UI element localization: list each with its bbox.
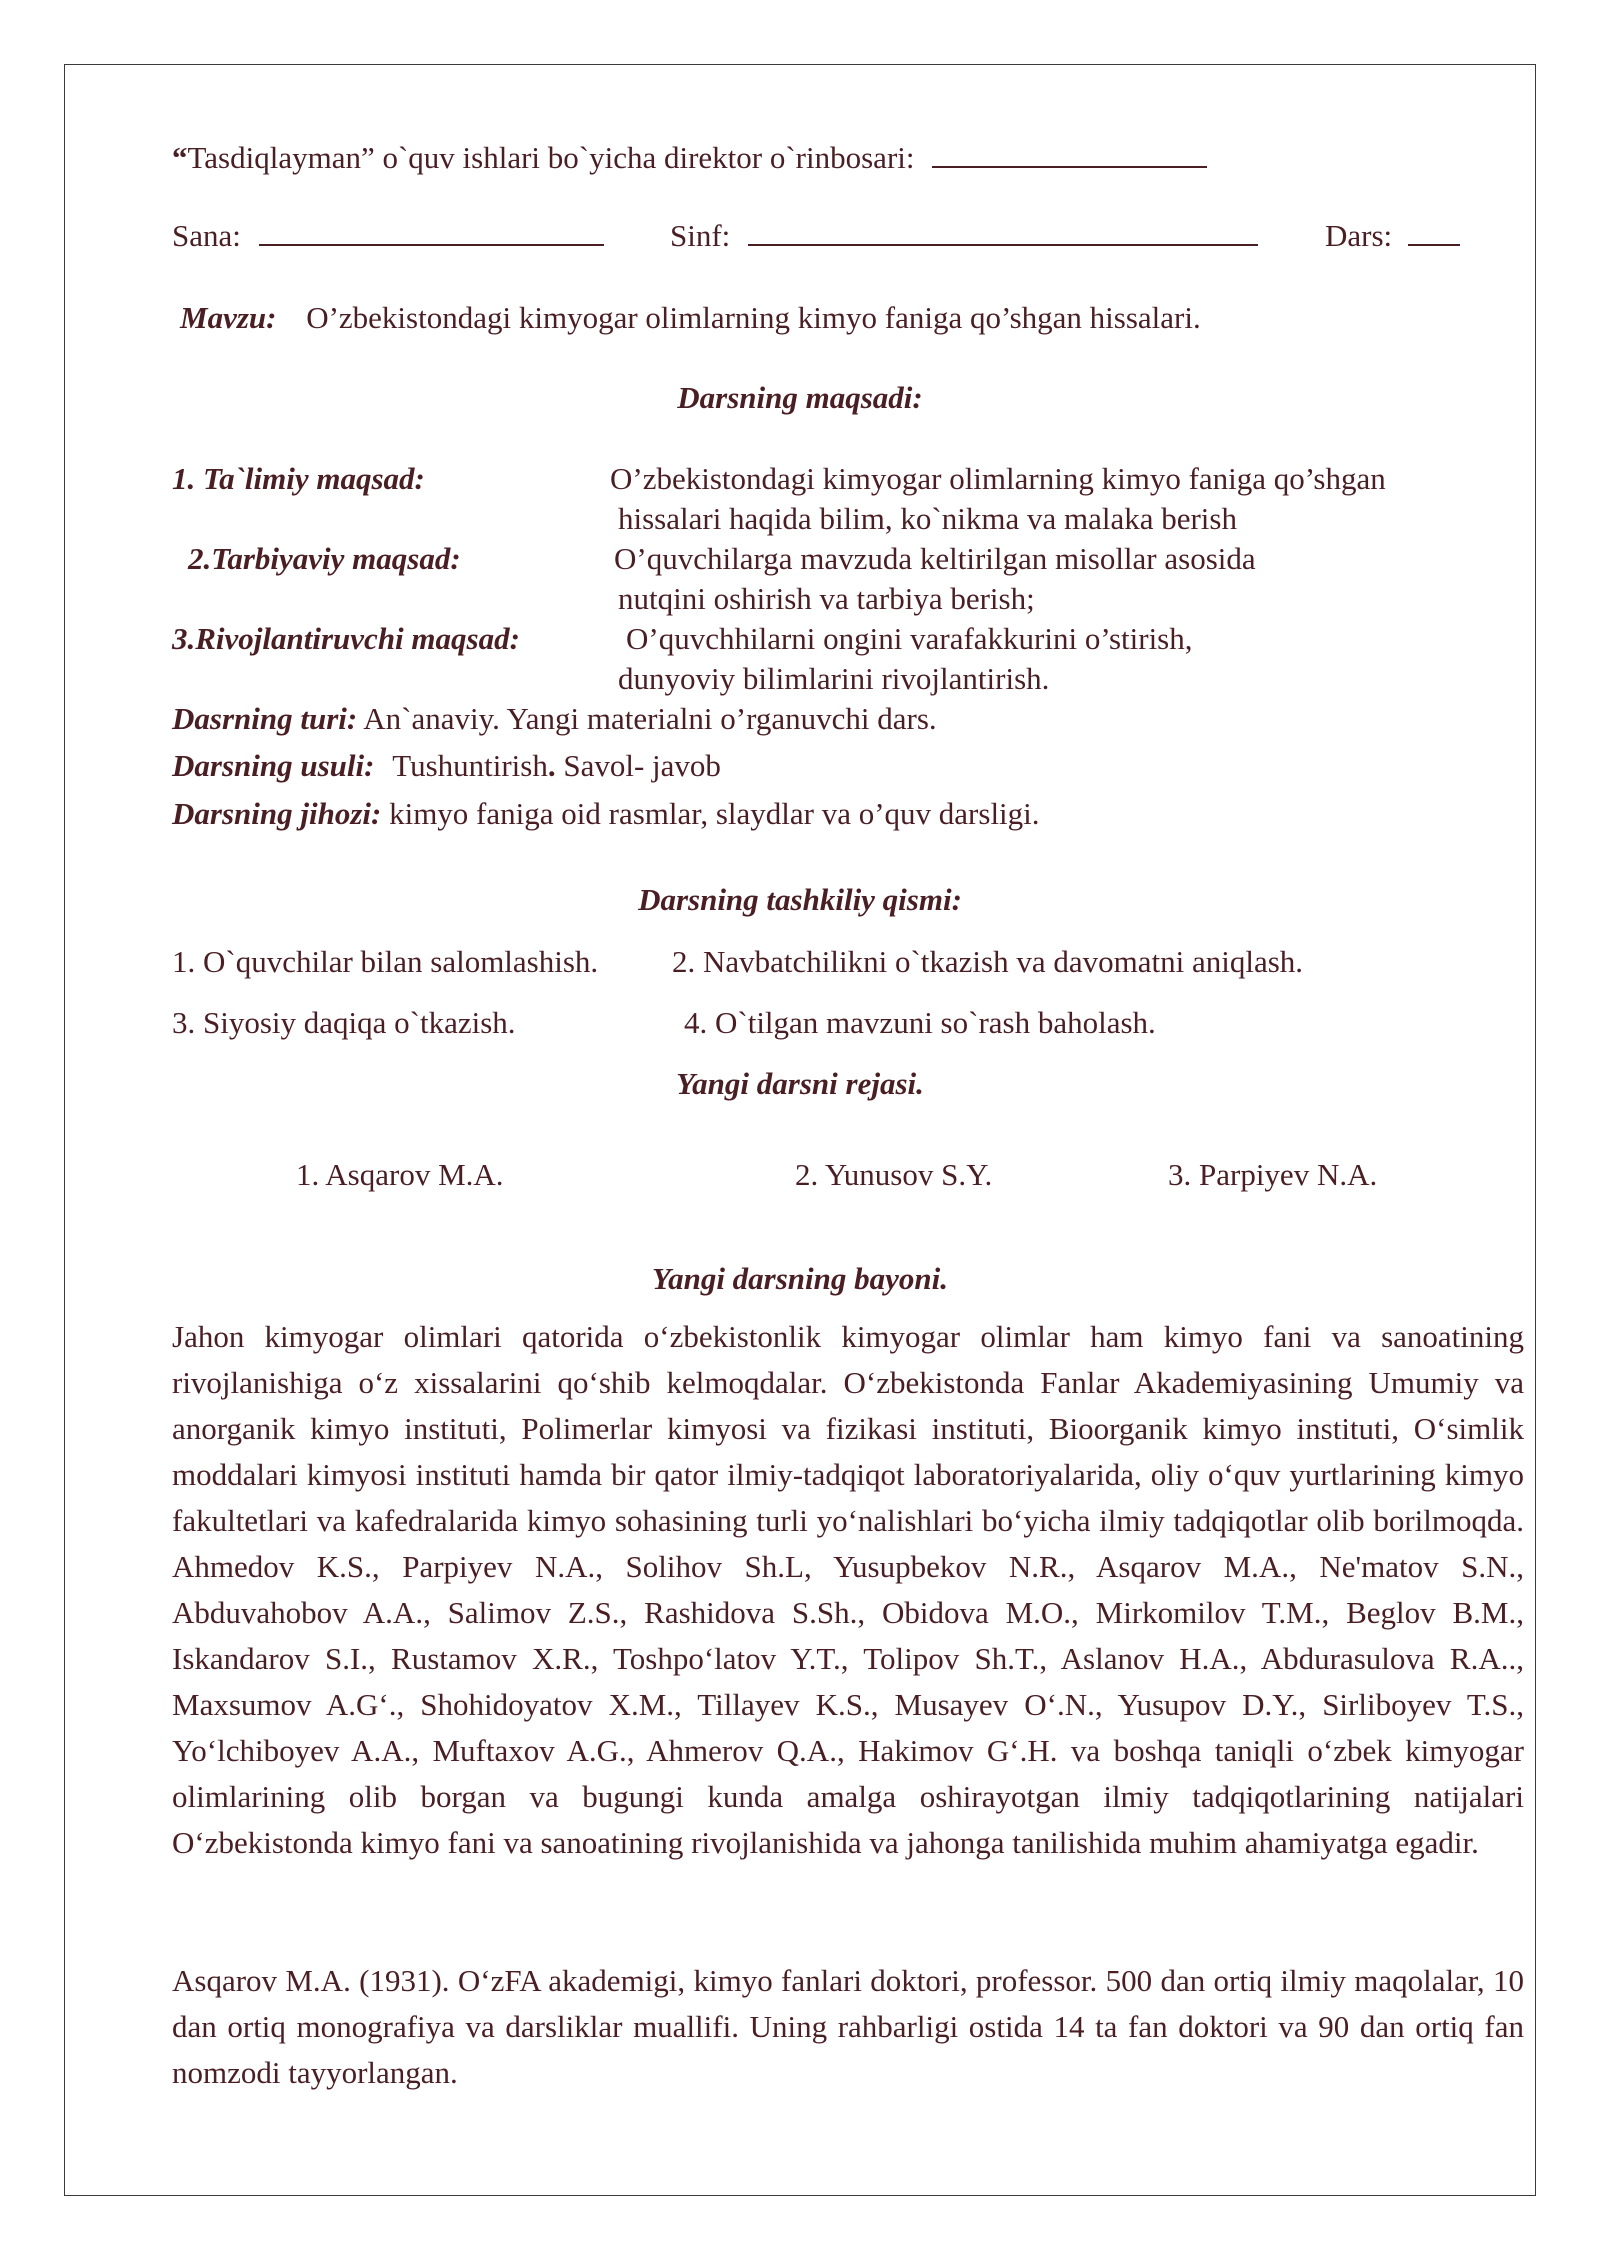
date-field [172,216,604,256]
approval-line [172,138,1207,178]
lesson-label: Dars: [1325,218,1393,253]
lesson-method-line [172,746,721,786]
class-label: Sinf: [670,218,731,253]
organizational-item-4: 4. O`tilgan mavzuni so`rash baholash. [684,1005,1156,1040]
narration-heading: Yangi darsning bayoni. [651,1261,949,1296]
class-field [670,216,1258,256]
organizational-item-2: 2. Navbatchilikni o`tkazish va davomatni aniqlash. [672,944,1304,979]
approval-text: Tasdiqlayman” o`quv ishlari bo`yicha direktor o`rinbosari: [187,140,915,175]
class-blank[interactable] [748,216,1258,246]
topic-label: Mavzu: [180,300,277,335]
plan-heading: Yangi darsni rejasi. [676,1066,924,1101]
lesson-type-label: Dasrning turi: [172,701,358,736]
narration-paragraph-2: Asqarov M.A. (1931). O‘zFA akademigi, kimyo fanlari doktori, professor. 500 dan ortiq ilmiy maqolalar, 10 dan ortiq monografiya va darsliklar muallifi. Uning rahbarligi ostida 14 ta fan doktori va 90 dan ortiq fan nomzodi tayyorlangan. [172,1963,1524,2090]
education-goal-line2: hissalari haqida bilim, ko`nikma va malaka berish [618,501,1237,536]
plan-item-2: 2. Yunusov S.Y. [795,1157,993,1192]
organizational-item-3: 3. Siyosiy daqiqa o`tkazish. [172,1005,516,1040]
developing-goal-line1: O’quvchhilarni ongini varafakkurini o’stirish, [626,621,1193,656]
plan-item-3: 3. Parpiyev N.A. [1168,1157,1378,1192]
goals-heading: Darsning maqsadi: [677,380,923,415]
approval-signature-blank[interactable] [932,138,1207,168]
lesson-field [1325,216,1460,256]
upbringing-goal-label: 2.Tarbiyaviy maqsad: [188,541,461,576]
lesson-type-value: An`anaviy. Yangi materialni o’rganuvchi dars. [363,701,937,736]
lesson-equipment-line [172,794,1040,834]
lesson-type-line [172,699,937,739]
organizational-item-1: 1. O`quvchilar bilan salomlashish. [172,944,599,979]
developing-goal-line2: dunyoviy bilimlarini rivojlantirish. [618,661,1050,696]
topic-text: O’zbekistondagi kimyogar olimlarning kimyo faniga qo’shgan hissalari. [306,300,1201,335]
narration-paragraph-1: Jahon kimyogar olimlari qatorida o‘zbekistonlik kimyogar olimlar ham kimyo fani va sanoatining rivojlanishiga o‘z xissalarini qo‘shib kelmoqdalar. O‘zbekistonda Fanlar Akademiyasining Umumiy va anorganik kimyo instituti, Polimerlar kimyosi va fizikasi instituti, Bioorganik kimyo instituti, O‘simlik moddalari kimyosi instituti hamda bir qator ilmiy-tadqiqot laboratoriyalarida, oliy o‘quv yurtlarining kimyo fakultetlari va kafedralarida kimyo sohasining turli yo‘nalishlari bo‘yicha ilmiy tadqiqotlar olib borilmoqda. Ahmedov K.S., Parpiyev N.A., Solihov Sh.L, Yusupbekov N.R., Asqarov M.A., Ne'matov S.N., Abduvahobov A.A., Salimov Z.S., Rashidova S.Sh., Obidova M.O., Mirkomilov T.M., Beglov B.M., Iskandarov S.I., Rustamov X.R., Toshpo‘latov Y.T., Tolipov Sh.T., Aslanov H.A., Abdurasulova R.A.., Maxsumov A.G‘., Shohidoyatov X.M., Tillayev K.S., Musayev O‘.N., Yusupov D.Y., Sirliboyev T.S., Yo‘lchiboyev A.A., Muftaxov A.G., Ahmerov Q.A., Hakimov G‘.H. va boshqa taniqli o‘zbek kimyogar olimlarining olib borgan va bugungi kunda amalga oshirayotgan ilmiy tadqiqotlarining natijalari O‘zbekistonda kimyo fani va sanoatining rivojlanishida va jahonga tanilishida muhim ahamiyatga egadir. [172,1319,1524,1860]
upbringing-goal-line1: O’quvchilarga mavzuda keltirilgan misollar asosida [614,541,1256,576]
lesson-method-value2: Savol- javob [563,748,721,783]
education-goal-label: 1. Ta`limiy maqsad: [172,461,425,496]
date-blank[interactable] [259,216,604,246]
topic-line [180,298,1201,338]
upbringing-goal-line2: nutqini oshirish va tarbiya berish; [618,581,1035,616]
lesson-method-label: Darsning usuli: [172,748,375,783]
lesson-equipment-label: Darsning jihozi: [172,796,382,831]
organizational-heading: Darsning tashkiliy qismi: [638,882,962,917]
approval-quote: “ [172,140,188,175]
lesson-method-value1: Tushuntirish [392,748,548,783]
developing-goal-label: 3.Rivojlantiruvchi maqsad: [172,621,520,656]
lesson-blank[interactable] [1408,216,1460,246]
education-goal-line1: O’zbekistondagi kimyogar olimlarning kimyo faniga qo’shgan [610,461,1386,496]
lesson-equipment-value: kimyo faniga oid rasmlar, slaydlar va o’quv darsligi. [389,796,1040,831]
plan-item-1: 1. Asqarov M.A. [296,1157,504,1192]
date-label: Sana: [172,218,241,253]
lesson-method-dot: . [547,748,556,783]
